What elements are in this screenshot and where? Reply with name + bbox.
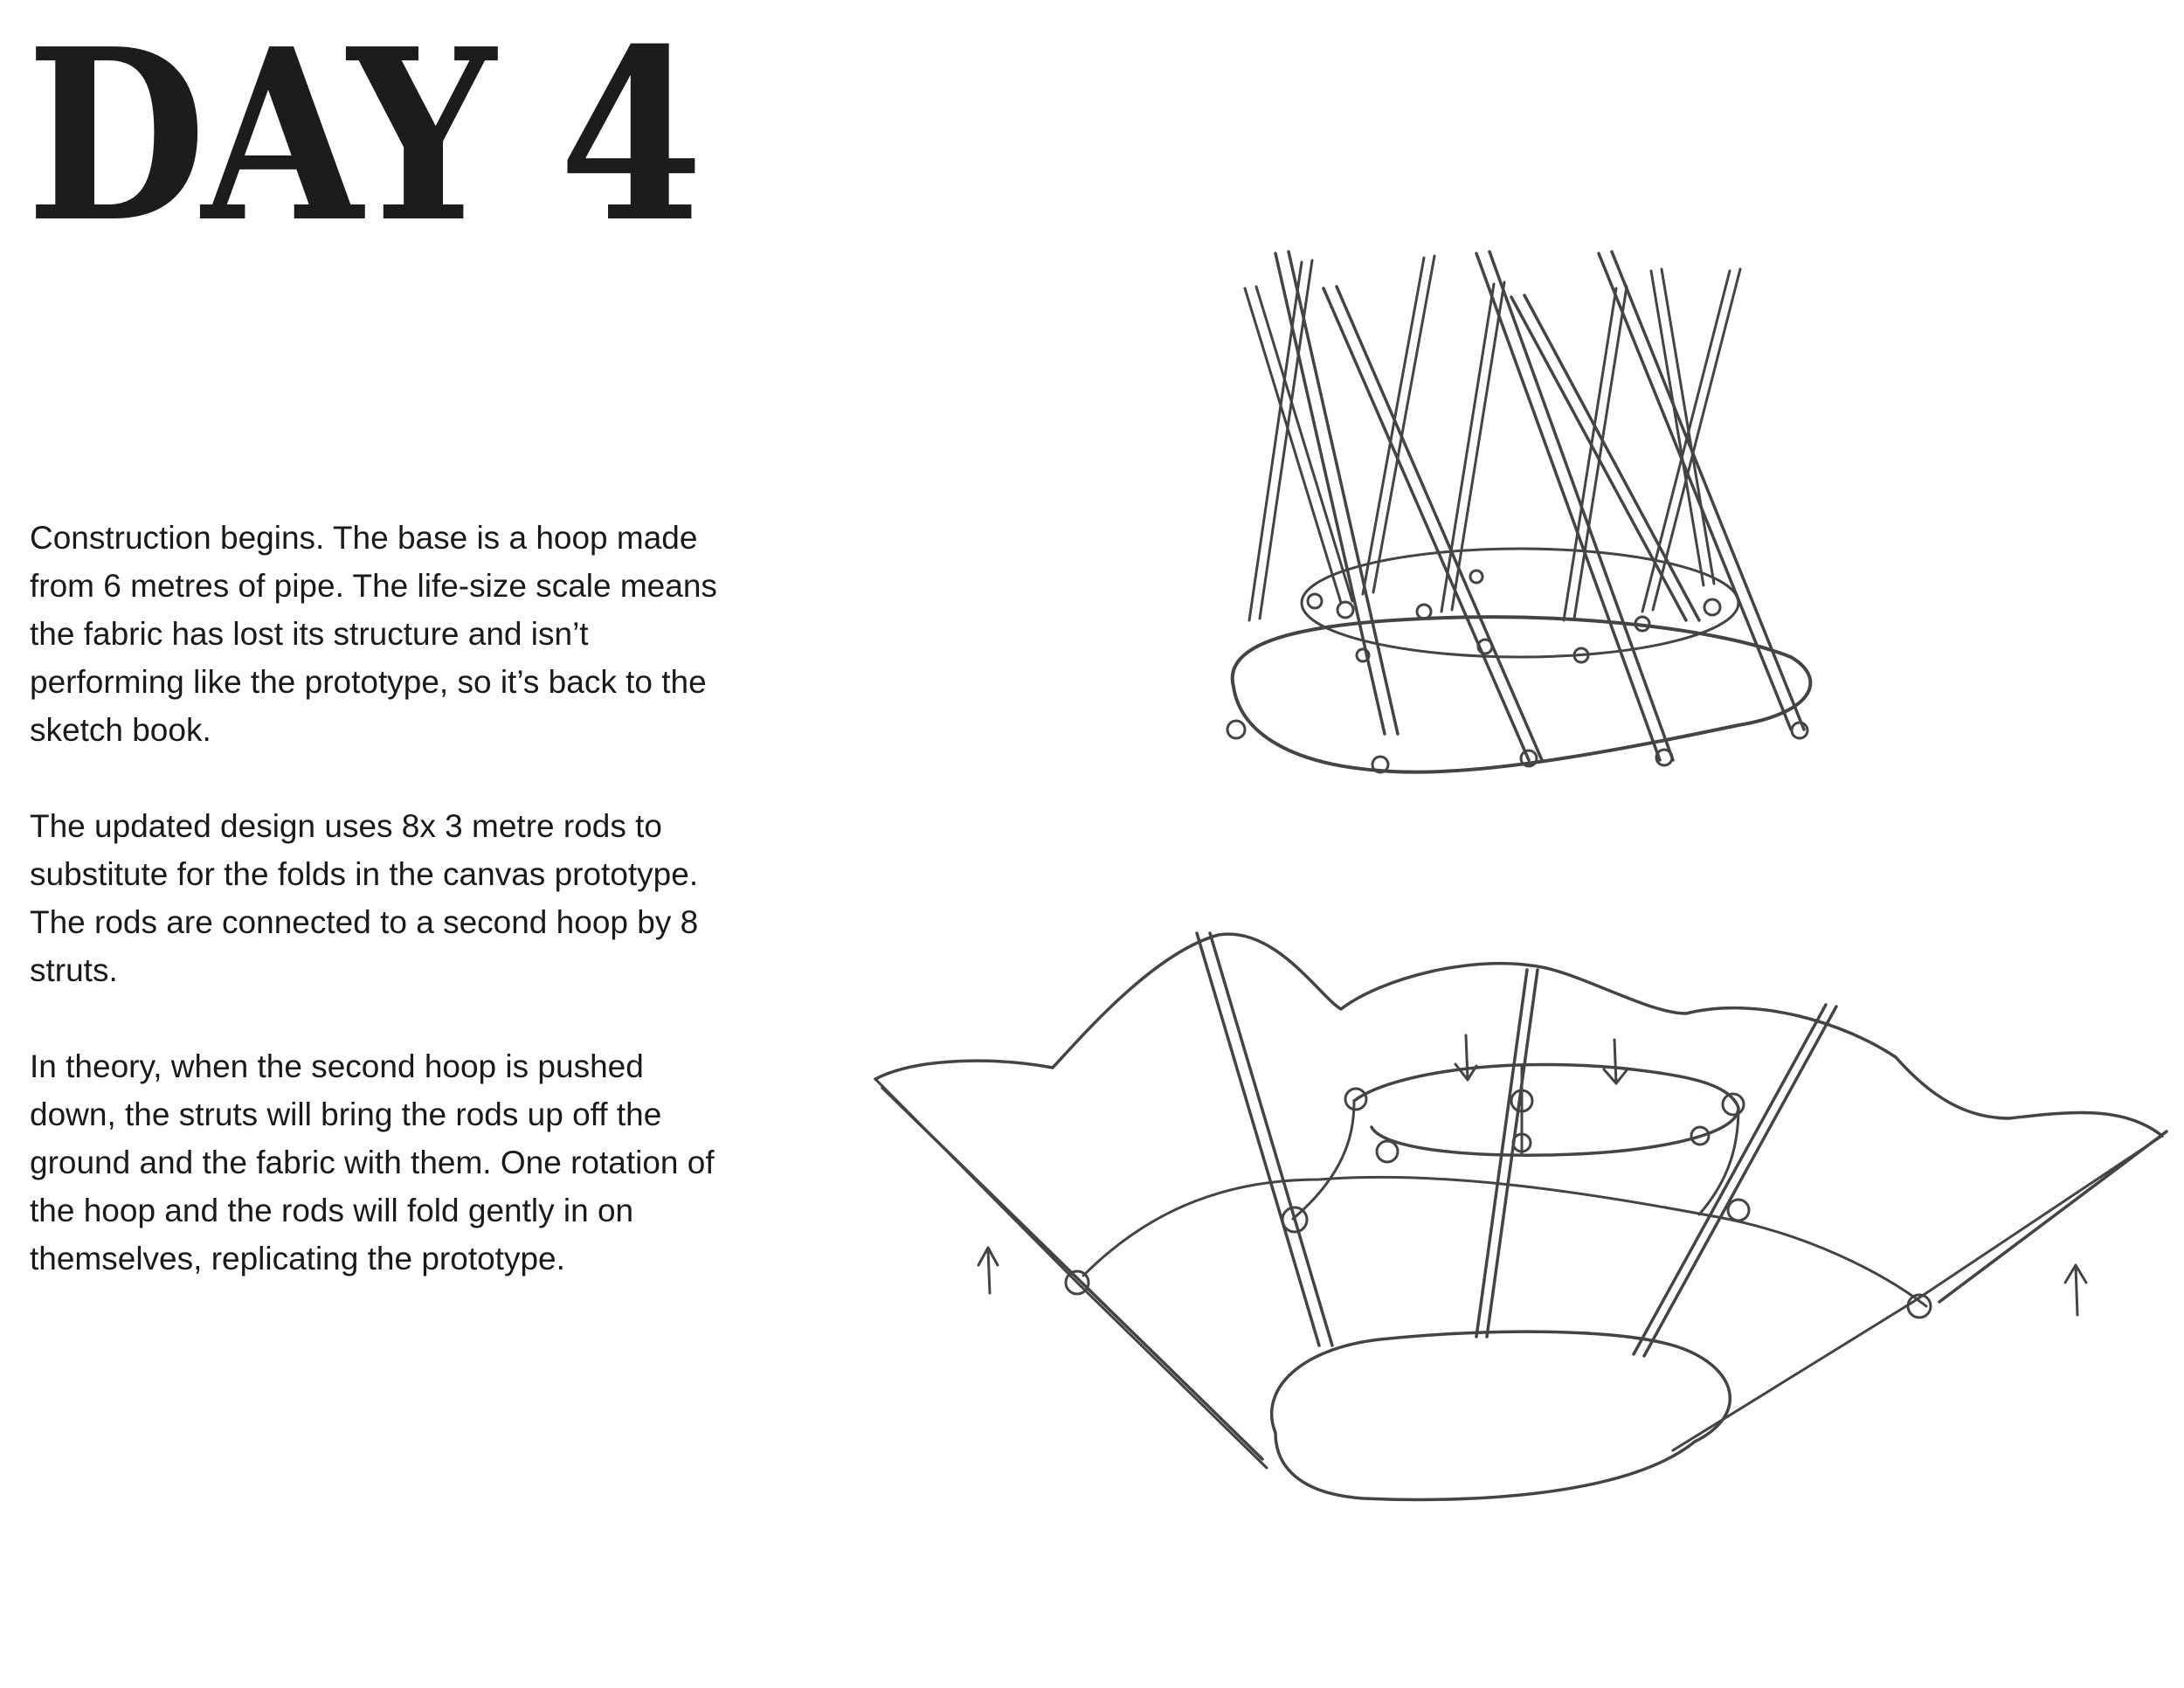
joints — [1227, 571, 1807, 772]
canopy-rods — [882, 933, 2167, 1459]
description-text — [30, 514, 729, 1331]
motion-arrows — [978, 1035, 2086, 1315]
base-hoop — [1233, 617, 1811, 771]
canopy-base — [1272, 1332, 1731, 1499]
back-rods — [1245, 256, 1740, 620]
folded-canopy-sketch — [865, 917, 2175, 1546]
paragraph-construction: Construction begins. The base is a hoop made from 6 metres of pipe. The life-size scale means the fabric has lost its structure and isn’t performing like the prototype, so it’s back to the sketch book. — [30, 520, 717, 748]
paragraph-theory: In theory, when the second hoop is pushed down, the struts will bring the rods up off the ground and the fabric with them. One rotation of the hoop and the rods will fold gently in on themselves, replicating the prototype. — [30, 1048, 715, 1276]
paragraph-updated-design: The updated design uses 8x 3 metre rods to substitute for the folds in the canvas prototype. The rods are connected to a second hoop by 8 struts. — [30, 808, 699, 988]
rod-frame-sketch — [1162, 236, 1861, 804]
canopy-joints — [1066, 1089, 1931, 1318]
page-title: DAY 4 — [26, 0, 699, 274]
arrow-down-icon — [1455, 1035, 1476, 1080]
arrow-up-icon — [2065, 1265, 2086, 1315]
arrow-up-icon — [978, 1248, 998, 1293]
arrow-down-icon — [1604, 1040, 1627, 1083]
inner-hoop — [1354, 1064, 1738, 1155]
fabric-edge-right — [1673, 1136, 2162, 1450]
